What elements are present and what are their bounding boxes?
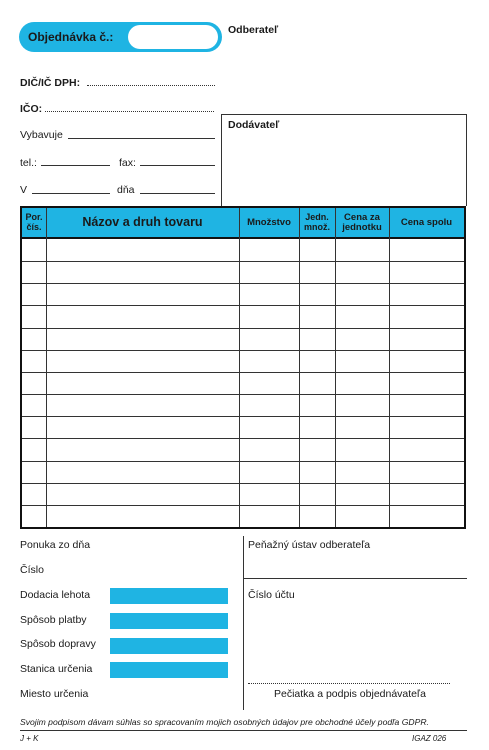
place-field[interactable] <box>32 193 110 194</box>
account-label: Číslo účtu <box>248 589 295 601</box>
destination-station-label: Stanica určenia <box>20 663 93 675</box>
stamp-label: Pečiatka a podpis objednávateľa <box>274 688 426 700</box>
bottom-divider <box>243 536 244 710</box>
table-row[interactable] <box>22 394 464 416</box>
table-row[interactable] <box>22 416 464 438</box>
bank-label: Peňažný ústav odberateľa <box>248 539 371 551</box>
table-row-divider <box>22 461 464 462</box>
table-row[interactable] <box>22 328 464 350</box>
table-row[interactable] <box>22 372 464 394</box>
col-header-number: Por. čís. <box>25 212 43 232</box>
form-code: IGAZ 026 <box>412 734 447 743</box>
tel-field[interactable] <box>41 165 110 166</box>
table-row[interactable] <box>22 239 464 261</box>
ico-label: IČO: <box>20 103 43 115</box>
date-label: dňa <box>117 184 135 196</box>
transport-method-field[interactable] <box>110 638 228 654</box>
order-number-pill <box>19 22 222 52</box>
col-header-item-name: Názov a druh tovaru <box>82 214 203 229</box>
col-header-unit: Jedn. množ. <box>304 212 330 232</box>
table-row-divider <box>22 394 464 395</box>
table-row-divider <box>22 505 464 506</box>
table-row[interactable] <box>22 438 464 460</box>
place-label: V <box>20 184 28 196</box>
fax-label: fax: <box>119 157 136 169</box>
table-row[interactable] <box>22 461 464 483</box>
col-header-unit-price: Cena za jednotku <box>342 211 382 233</box>
transport-method-label: Spôsob dopravy <box>20 638 96 650</box>
table-row[interactable] <box>22 261 464 283</box>
table-row-divider <box>22 283 464 284</box>
dic-label: DIČ/IČ DPH: <box>20 77 81 89</box>
supplier-label: Dodávateľ <box>228 119 280 131</box>
table-row-divider <box>22 328 464 329</box>
order-number-label: Objednávka č.: <box>28 30 114 44</box>
destination-station-field[interactable] <box>110 662 228 678</box>
handled-by-field[interactable] <box>68 138 215 139</box>
customer-label: Odberateľ <box>228 24 279 36</box>
supplier-box[interactable] <box>221 114 467 206</box>
table-row-divider <box>22 261 464 262</box>
table-row[interactable] <box>22 483 464 505</box>
table-row[interactable] <box>22 283 464 305</box>
tel-label: tel.: <box>20 157 37 169</box>
number-label: Číslo <box>20 564 44 576</box>
table-row-divider <box>22 305 464 306</box>
destination-place-label: Miesto určenia <box>20 688 89 700</box>
footer-line <box>20 730 467 731</box>
delivery-term-label: Dodacia lehota <box>20 589 91 601</box>
bank-field-line[interactable] <box>243 578 467 579</box>
table-header <box>22 208 464 239</box>
brand-label: J + K <box>20 734 39 743</box>
payment-method-label: Spôsob platby <box>20 614 87 626</box>
handled-by-label: Vybavuje <box>20 129 63 141</box>
gdpr-consent-text: Svojim podpisom dávam súhlas so spracovaním mojich osobných údajov pre obchodné účely podľa GDPR. <box>20 717 429 727</box>
delivery-term-field[interactable] <box>110 588 228 604</box>
table-row-divider <box>22 438 464 439</box>
stamp-signature-line[interactable] <box>248 683 450 684</box>
ico-field[interactable] <box>45 111 214 112</box>
col-header-quantity: Množstvo <box>247 216 291 228</box>
table-row-divider <box>22 350 464 351</box>
offer-date-label: Ponuka zo dňa <box>20 539 91 551</box>
date-field[interactable] <box>140 193 215 194</box>
table-row-divider <box>22 372 464 373</box>
order-number-field[interactable] <box>128 25 218 49</box>
col-header-total-price: Cena spolu <box>400 216 453 228</box>
table-row[interactable] <box>22 305 464 327</box>
table-row[interactable] <box>22 350 464 372</box>
fax-field[interactable] <box>140 165 215 166</box>
dic-field[interactable] <box>87 85 215 86</box>
payment-method-field[interactable] <box>110 613 228 629</box>
items-table <box>20 206 466 529</box>
table-row-divider <box>22 416 464 417</box>
table-row[interactable] <box>22 505 464 527</box>
table-row-divider <box>22 483 464 484</box>
